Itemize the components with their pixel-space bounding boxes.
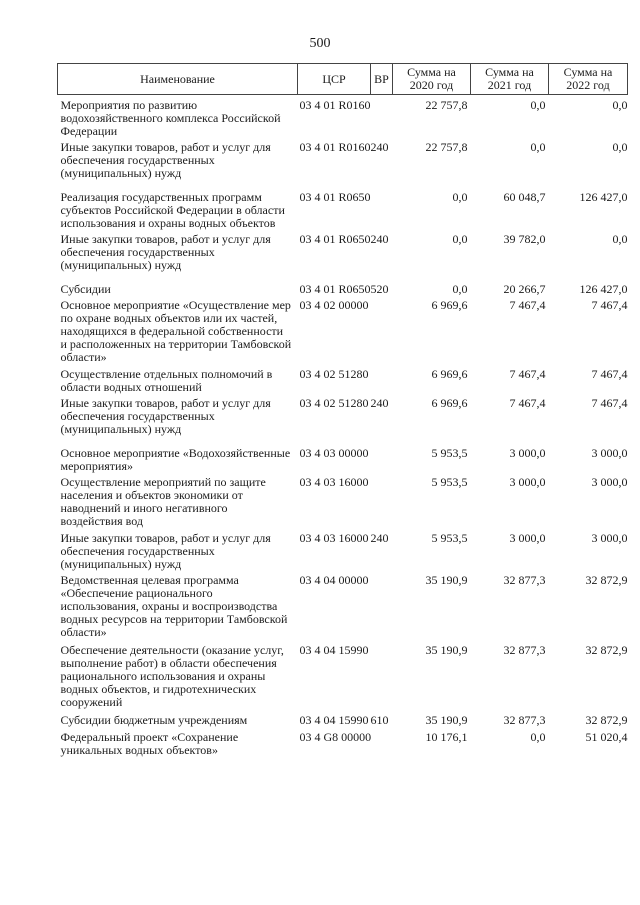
cell-sum-2020: 5 953,5 bbox=[431, 475, 468, 489]
cell-sum-2022: 126 427,0 bbox=[579, 190, 628, 204]
cell-name: Субсидии bbox=[60, 282, 111, 296]
cell-name: Обеспечение деятельности (оказание услуг, выполнение работ) в области обеспечения рационального использования и охраны водных объектов, и гидротехнических сооружений bbox=[60, 643, 284, 709]
table-row bbox=[58, 95, 628, 142]
cell-vr: 240 bbox=[370, 531, 389, 545]
cell-vr bbox=[371, 299, 393, 368]
cell-vr: 240 bbox=[370, 232, 389, 246]
cell-csr: 03 4 04 15990 bbox=[299, 713, 369, 727]
cell-name: Осуществление мероприятий по защите населения и объектов экономики от наводнений и иного негативного воздействия вод bbox=[60, 475, 266, 528]
cell-vr: 240 bbox=[370, 140, 389, 154]
header-row bbox=[58, 64, 628, 95]
cell-sum-2022: 51 020,4 bbox=[585, 730, 628, 744]
cell-sum-2022: 0,0 bbox=[612, 140, 628, 154]
cell-csr: 03 4 03 00000 bbox=[299, 446, 369, 460]
table-row bbox=[58, 574, 628, 644]
header-name: Наименование bbox=[58, 64, 298, 95]
cell-sum-2022: 126 427,0 bbox=[579, 282, 628, 296]
cell-vr bbox=[371, 191, 393, 233]
cell-sum-2022: 3 000,0 bbox=[591, 446, 628, 460]
page-number: 500 bbox=[309, 36, 331, 51]
cell-sum-2022: 7 467,4 bbox=[591, 298, 628, 312]
cell-sum-2020: 0,0 bbox=[452, 232, 468, 246]
cell-name: Федеральный проект «Сохранение уникальных водных объектов» bbox=[60, 730, 239, 757]
table-row bbox=[58, 283, 628, 299]
cell-sum-2021: 39 782,0 bbox=[503, 232, 546, 246]
cell-csr: 03 4 01 R0160 bbox=[299, 140, 371, 154]
cell-sum-2020: 6 969,6 bbox=[431, 298, 468, 312]
cell-sum-2021: 7 467,4 bbox=[509, 396, 546, 410]
cell-sum-2022: 32 872,9 bbox=[585, 643, 628, 657]
table-row bbox=[58, 447, 628, 476]
cell-sum-2020: 22 757,8 bbox=[425, 140, 468, 154]
cell-sum-2021: 32 877,3 bbox=[503, 643, 546, 657]
cell-csr: 03 4 G8 00000 bbox=[299, 730, 372, 744]
table-row bbox=[58, 532, 628, 574]
table-row bbox=[58, 397, 628, 447]
cell-sum-2020: 10 176,1 bbox=[425, 730, 468, 744]
header-csr: ЦСР bbox=[298, 64, 371, 95]
cell-vr bbox=[371, 574, 393, 644]
table-body bbox=[58, 95, 628, 762]
table-row bbox=[58, 233, 628, 283]
cell-sum-2021: 32 877,3 bbox=[503, 713, 546, 727]
cell-sum-2021: 3 000,0 bbox=[509, 446, 546, 460]
cell-csr: 03 4 02 51280 bbox=[299, 367, 369, 381]
cell-sum-2021: 60 048,7 bbox=[503, 190, 546, 204]
cell-csr: 03 4 01 R0160 bbox=[299, 98, 371, 112]
cell-sum-2021: 0,0 bbox=[530, 98, 546, 112]
cell-sum-2021: 3 000,0 bbox=[509, 531, 546, 545]
cell-csr: 03 4 01 R0650 bbox=[299, 282, 371, 296]
cell-name: Иные закупки товаров, работ и услуг для обеспечения государственных (муниципальных) нужд bbox=[60, 140, 271, 180]
cell-sum-2021: 32 877,3 bbox=[503, 573, 546, 587]
cell-csr: 03 4 03 16000 bbox=[299, 475, 369, 489]
table-row bbox=[58, 141, 628, 191]
cell-sum-2020: 6 969,6 bbox=[431, 396, 468, 410]
cell-sum-2022: 7 467,4 bbox=[591, 396, 628, 410]
cell-sum-2022: 0,0 bbox=[612, 232, 628, 246]
cell-csr: 03 4 01 R0650 bbox=[299, 190, 371, 204]
cell-sum-2021: 7 467,4 bbox=[509, 367, 546, 381]
cell-vr bbox=[371, 644, 393, 714]
cell-sum-2022: 7 467,4 bbox=[591, 367, 628, 381]
cell-vr: 520 bbox=[370, 282, 389, 296]
table-row bbox=[58, 731, 628, 761]
header-vr: ВР bbox=[371, 64, 393, 95]
cell-sum-2021: 20 266,7 bbox=[503, 282, 546, 296]
table-row bbox=[58, 368, 628, 397]
cell-sum-2022: 32 872,9 bbox=[585, 713, 628, 727]
cell-sum-2021: 7 467,4 bbox=[509, 298, 546, 312]
cell-sum-2020: 35 190,9 bbox=[425, 643, 468, 657]
cell-sum-2021: 3 000,0 bbox=[509, 475, 546, 489]
cell-name: Мероприятия по развитию водохозяйственного комплекса Российской Федерации bbox=[60, 98, 281, 138]
table-row bbox=[58, 644, 628, 714]
cell-sum-2022: 3 000,0 bbox=[591, 531, 628, 545]
cell-name: Основное мероприятие «Водохозяйственные мероприятия» bbox=[60, 446, 291, 473]
cell-csr: 03 4 02 51280 bbox=[299, 396, 369, 410]
cell-sum-2021: 0,0 bbox=[530, 730, 546, 744]
cell-csr: 03 4 02 00000 bbox=[299, 298, 369, 312]
cell-sum-2022: 0,0 bbox=[612, 98, 628, 112]
table-header bbox=[58, 64, 628, 95]
cell-sum-2020: 5 953,5 bbox=[431, 446, 468, 460]
header-sum-2020: Сумма на 2020 год bbox=[393, 64, 471, 95]
cell-vr: 610 bbox=[370, 713, 389, 727]
budget-table bbox=[57, 63, 628, 761]
cell-vr bbox=[371, 476, 393, 532]
cell-name: Иные закупки товаров, работ и услуг для обеспечения государственных (муниципальных) нужд bbox=[60, 531, 271, 571]
table-row bbox=[58, 191, 628, 233]
cell-sum-2021: 0,0 bbox=[530, 140, 546, 154]
cell-vr bbox=[371, 95, 393, 142]
cell-name: Основное мероприятие «Осуществление мер по охране водных объектов или их частей, находящихся в федеральной собственности и расположенных на территории Тамбовской области» bbox=[60, 298, 292, 364]
cell-sum-2020: 6 969,6 bbox=[431, 367, 468, 381]
header-sum-2022: Сумма на 2022 год bbox=[549, 64, 628, 95]
cell-vr bbox=[371, 368, 393, 397]
cell-sum-2020: 35 190,9 bbox=[425, 713, 468, 727]
cell-name: Осуществление отдельных полномочий в области водных отношений bbox=[60, 367, 273, 394]
cell-sum-2020: 0,0 bbox=[452, 282, 468, 296]
cell-vr bbox=[371, 731, 393, 761]
cell-sum-2020: 35 190,9 bbox=[425, 573, 468, 587]
cell-csr: 03 4 03 16000 bbox=[299, 531, 369, 545]
cell-vr: 240 bbox=[370, 396, 389, 410]
cell-sum-2022: 32 872,9 bbox=[585, 573, 628, 587]
cell-name: Реализация государственных программ субъектов Российской Федерации в области использования и охраны водных объектов bbox=[60, 190, 285, 230]
cell-sum-2020: 5 953,5 bbox=[431, 531, 468, 545]
cell-sum-2020: 22 757,8 bbox=[425, 98, 468, 112]
cell-csr: 03 4 04 15990 bbox=[299, 643, 369, 657]
cell-csr: 03 4 01 R0650 bbox=[299, 232, 371, 246]
table-row bbox=[58, 714, 628, 731]
cell-name: Иные закупки товаров, работ и услуг для обеспечения государственных (муниципальных) нужд bbox=[60, 232, 271, 272]
header-sum-2021: Сумма на 2021 год bbox=[471, 64, 549, 95]
cell-csr: 03 4 04 00000 bbox=[299, 573, 369, 587]
cell-sum-2020: 0,0 bbox=[452, 190, 468, 204]
table-row bbox=[58, 299, 628, 368]
cell-name: Субсидии бюджетным учреждениям bbox=[60, 713, 248, 727]
cell-name: Иные закупки товаров, работ и услуг для обеспечения государственных (муниципальных) нужд bbox=[60, 396, 271, 436]
cell-vr bbox=[371, 447, 393, 476]
table-row bbox=[58, 476, 628, 532]
cell-sum-2022: 3 000,0 bbox=[591, 475, 628, 489]
cell-name: Ведомственная целевая программа «Обеспечение рационального использования, охраны и воспроизводства водных ресурсов на территории Тамбовской области» bbox=[60, 573, 288, 639]
